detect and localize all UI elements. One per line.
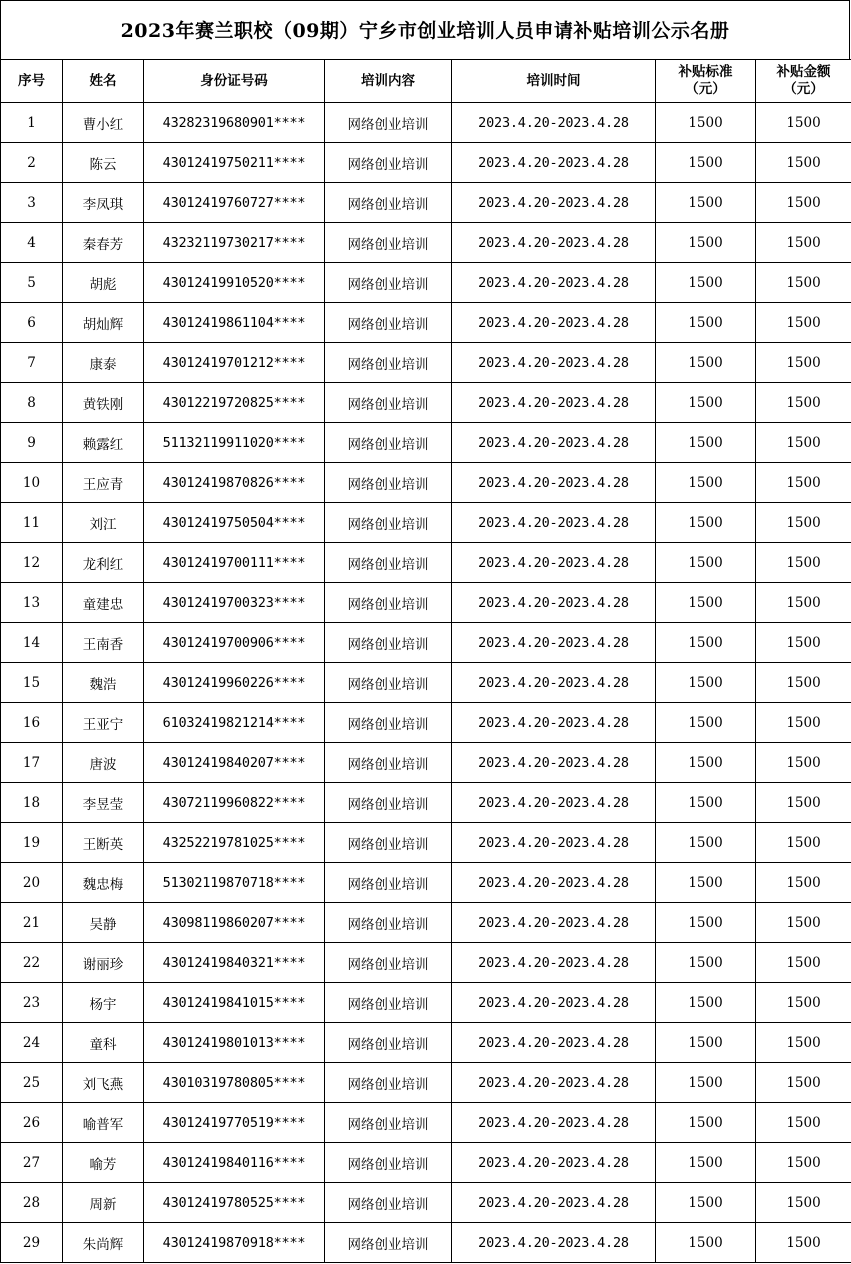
cell-name: 李昱莹 [63,783,144,823]
cell-subsidy-amount: 1500 [756,223,851,263]
cell-id-number: 43012419840116**** [144,1143,325,1183]
cell-subsidy-standard: 1500 [656,103,756,143]
cell-no: 7 [1,343,63,383]
table-row [1,863,851,903]
cell-name: 龙利红 [63,543,144,583]
header-content: 培训内容 [325,60,452,103]
cell-subsidy-standard: 1500 [656,743,756,783]
cell-subsidy-standard: 1500 [656,143,756,183]
cell-subsidy-standard: 1500 [656,943,756,983]
cell-subsidy-amount: 1500 [756,943,851,983]
cell-subsidy-standard: 1500 [656,1063,756,1103]
cell-no: 28 [1,1183,63,1223]
cell-training-content: 网络创业培训 [325,703,452,743]
table-row [1,1023,851,1063]
roster-body [1,103,851,1263]
cell-no: 8 [1,383,63,423]
cell-training-content: 网络创业培训 [325,463,452,503]
cell-id-number: 43282319680901**** [144,103,325,143]
cell-subsidy-amount: 1500 [756,1143,851,1183]
cell-training-time: 2023.4.20-2023.4.28 [452,303,656,343]
header-standard-line1: 补贴标准 [678,64,733,80]
cell-id-number: 43232119730217**** [144,223,325,263]
cell-training-time: 2023.4.20-2023.4.28 [452,1183,656,1223]
cell-id-number: 43012419700906**** [144,623,325,663]
cell-no: 20 [1,863,63,903]
table-row [1,623,851,663]
cell-id-number: 43012419960226**** [144,663,325,703]
cell-training-content: 网络创业培训 [325,183,452,223]
cell-training-time: 2023.4.20-2023.4.28 [452,1143,656,1183]
cell-subsidy-standard: 1500 [656,823,756,863]
table-row [1,103,851,143]
cell-subsidy-standard: 1500 [656,263,756,303]
cell-training-time: 2023.4.20-2023.4.28 [452,743,656,783]
header-time: 培训时间 [452,60,656,103]
cell-subsidy-amount: 1500 [756,1223,851,1263]
header-name: 姓名 [63,60,144,103]
cell-training-time: 2023.4.20-2023.4.28 [452,503,656,543]
cell-subsidy-amount: 1500 [756,903,851,943]
header-standard [656,60,756,103]
cell-no: 9 [1,423,63,463]
cell-training-time: 2023.4.20-2023.4.28 [452,863,656,903]
cell-no: 4 [1,223,63,263]
cell-subsidy-amount: 1500 [756,583,851,623]
cell-name: 王应青 [63,463,144,503]
cell-subsidy-standard: 1500 [656,303,756,343]
cell-subsidy-amount: 1500 [756,703,851,743]
cell-training-content: 网络创业培训 [325,1063,452,1103]
table-row [1,463,851,503]
cell-subsidy-standard: 1500 [656,583,756,623]
cell-no: 23 [1,983,63,1023]
cell-no: 15 [1,663,63,703]
cell-no: 11 [1,503,63,543]
cell-id-number: 43012419700323**** [144,583,325,623]
cell-training-content: 网络创业培训 [325,103,452,143]
cell-no: 19 [1,823,63,863]
cell-name: 王亚宁 [63,703,144,743]
cell-name: 刘江 [63,503,144,543]
cell-training-time: 2023.4.20-2023.4.28 [452,103,656,143]
table-row [1,903,851,943]
cell-name: 朱尚辉 [63,1223,144,1263]
cell-no: 22 [1,943,63,983]
subsidy-roster-table [0,59,851,1263]
cell-subsidy-standard: 1500 [656,863,756,903]
cell-name: 唐波 [63,743,144,783]
cell-subsidy-standard: 1500 [656,663,756,703]
cell-no: 5 [1,263,63,303]
cell-no: 17 [1,743,63,783]
cell-id-number: 61032419821214**** [144,703,325,743]
table-row [1,1103,851,1143]
cell-training-content: 网络创业培训 [325,863,452,903]
cell-training-time: 2023.4.20-2023.4.28 [452,783,656,823]
cell-training-time: 2023.4.20-2023.4.28 [452,823,656,863]
table-row [1,1223,851,1263]
cell-id-number: 43012419910520**** [144,263,325,303]
cell-subsidy-amount: 1500 [756,103,851,143]
cell-subsidy-amount: 1500 [756,263,851,303]
cell-subsidy-amount: 1500 [756,463,851,503]
cell-training-content: 网络创业培训 [325,423,452,463]
cell-name: 胡彪 [63,263,144,303]
cell-training-content: 网络创业培训 [325,623,452,663]
cell-training-time: 2023.4.20-2023.4.28 [452,1063,656,1103]
cell-training-time: 2023.4.20-2023.4.28 [452,1023,656,1063]
cell-name: 童建忠 [63,583,144,623]
cell-no: 2 [1,143,63,183]
cell-training-content: 网络创业培训 [325,263,452,303]
cell-name: 喻芳 [63,1143,144,1183]
cell-subsidy-standard: 1500 [656,223,756,263]
table-row [1,663,851,703]
cell-no: 18 [1,783,63,823]
cell-training-time: 2023.4.20-2023.4.28 [452,543,656,583]
cell-no: 24 [1,1023,63,1063]
table-row [1,823,851,863]
cell-name: 吴静 [63,903,144,943]
table-row [1,983,851,1023]
cell-subsidy-standard: 1500 [656,1223,756,1263]
cell-id-number: 43252219781025**** [144,823,325,863]
cell-id-number: 43012219720825**** [144,383,325,423]
cell-training-content: 网络创业培训 [325,983,452,1023]
cell-subsidy-amount: 1500 [756,783,851,823]
cell-name: 周新 [63,1183,144,1223]
cell-training-time: 2023.4.20-2023.4.28 [452,383,656,423]
cell-subsidy-amount: 1500 [756,1103,851,1143]
cell-subsidy-standard: 1500 [656,423,756,463]
cell-training-time: 2023.4.20-2023.4.28 [452,983,656,1023]
cell-subsidy-amount: 1500 [756,503,851,543]
cell-no: 10 [1,463,63,503]
cell-no: 12 [1,543,63,583]
header-row [1,60,851,103]
cell-name: 喻普军 [63,1103,144,1143]
cell-training-time: 2023.4.20-2023.4.28 [452,183,656,223]
header-amount-line2: （元） [783,81,824,97]
cell-subsidy-standard: 1500 [656,1023,756,1063]
cell-name: 刘飞燕 [63,1063,144,1103]
cell-subsidy-amount: 1500 [756,1063,851,1103]
cell-training-content: 网络创业培训 [325,783,452,823]
cell-no: 1 [1,103,63,143]
document-title: 2023年赛兰职校（09期）宁乡市创业培训人员申请补贴培训公示名册 [0,0,850,60]
cell-training-time: 2023.4.20-2023.4.28 [452,263,656,303]
cell-id-number: 51132119911020**** [144,423,325,463]
cell-subsidy-standard: 1500 [656,1183,756,1223]
cell-training-content: 网络创业培训 [325,143,452,183]
cell-training-content: 网络创业培训 [325,663,452,703]
cell-name: 康泰 [63,343,144,383]
cell-subsidy-amount: 1500 [756,1023,851,1063]
cell-subsidy-amount: 1500 [756,863,851,903]
cell-subsidy-standard: 1500 [656,343,756,383]
cell-subsidy-standard: 1500 [656,903,756,943]
table-row [1,263,851,303]
table-row [1,223,851,263]
cell-subsidy-standard: 1500 [656,383,756,423]
header-amount [756,60,851,103]
table-row [1,943,851,983]
cell-subsidy-standard: 1500 [656,1143,756,1183]
cell-training-content: 网络创业培训 [325,503,452,543]
cell-subsidy-amount: 1500 [756,383,851,423]
cell-name: 秦春芳 [63,223,144,263]
cell-subsidy-standard: 1500 [656,703,756,743]
cell-id-number: 43012419770519**** [144,1103,325,1143]
cell-name: 李凤琪 [63,183,144,223]
cell-subsidy-amount: 1500 [756,543,851,583]
table-row [1,343,851,383]
cell-id-number: 43012419841015**** [144,983,325,1023]
cell-name: 杨宇 [63,983,144,1023]
cell-training-content: 网络创业培训 [325,303,452,343]
cell-id-number: 43012419801013**** [144,1023,325,1063]
cell-training-content: 网络创业培训 [325,1143,452,1183]
cell-id-number: 43012419701212**** [144,343,325,383]
cell-training-time: 2023.4.20-2023.4.28 [452,903,656,943]
cell-subsidy-standard: 1500 [656,623,756,663]
cell-subsidy-amount: 1500 [756,423,851,463]
table-row [1,783,851,823]
cell-training-content: 网络创业培训 [325,383,452,423]
cell-subsidy-amount: 1500 [756,663,851,703]
table-row [1,743,851,783]
cell-training-content: 网络创业培训 [325,343,452,383]
cell-subsidy-standard: 1500 [656,783,756,823]
table-row [1,503,851,543]
cell-subsidy-amount: 1500 [756,743,851,783]
cell-training-content: 网络创业培训 [325,543,452,583]
header-id: 身份证号码 [144,60,325,103]
cell-id-number: 43012419760727**** [144,183,325,223]
cell-no: 16 [1,703,63,743]
cell-no: 21 [1,903,63,943]
cell-id-number: 43012419700111**** [144,543,325,583]
table-row [1,543,851,583]
cell-name: 黄铁刚 [63,383,144,423]
cell-training-time: 2023.4.20-2023.4.28 [452,463,656,503]
cell-subsidy-standard: 1500 [656,543,756,583]
cell-training-content: 网络创业培训 [325,1223,452,1263]
cell-no: 26 [1,1103,63,1143]
cell-subsidy-amount: 1500 [756,183,851,223]
cell-name: 魏忠梅 [63,863,144,903]
header-no: 序号 [1,60,63,103]
cell-id-number: 43012419780525**** [144,1183,325,1223]
cell-id-number: 43012419840321**** [144,943,325,983]
cell-no: 25 [1,1063,63,1103]
cell-training-time: 2023.4.20-2023.4.28 [452,343,656,383]
cell-name: 魏浩 [63,663,144,703]
cell-subsidy-amount: 1500 [756,983,851,1023]
cell-id-number: 43012419750504**** [144,503,325,543]
table-row [1,303,851,343]
table-row [1,703,851,743]
header-amount-line1: 补贴金额 [776,64,831,80]
cell-training-content: 网络创业培训 [325,743,452,783]
cell-subsidy-standard: 1500 [656,183,756,223]
table-row [1,1143,851,1183]
cell-subsidy-amount: 1500 [756,143,851,183]
cell-id-number: 51302119870718**** [144,863,325,903]
cell-training-content: 网络创业培训 [325,583,452,623]
cell-subsidy-standard: 1500 [656,1103,756,1143]
cell-subsidy-amount: 1500 [756,623,851,663]
cell-training-time: 2023.4.20-2023.4.28 [452,223,656,263]
cell-training-time: 2023.4.20-2023.4.28 [452,143,656,183]
cell-training-time: 2023.4.20-2023.4.28 [452,663,656,703]
cell-id-number: 43012419840207**** [144,743,325,783]
cell-training-time: 2023.4.20-2023.4.28 [452,1223,656,1263]
table-row [1,1063,851,1103]
cell-no: 14 [1,623,63,663]
table-row [1,583,851,623]
cell-subsidy-standard: 1500 [656,463,756,503]
header-standard-line2: （元） [685,81,726,97]
cell-subsidy-standard: 1500 [656,983,756,1023]
cell-subsidy-amount: 1500 [756,823,851,863]
cell-subsidy-amount: 1500 [756,1183,851,1223]
cell-training-content: 网络创业培训 [325,823,452,863]
cell-id-number: 43072119960822**** [144,783,325,823]
cell-training-time: 2023.4.20-2023.4.28 [452,703,656,743]
cell-training-content: 网络创业培训 [325,1023,452,1063]
cell-subsidy-standard: 1500 [656,503,756,543]
cell-training-content: 网络创业培训 [325,943,452,983]
cell-training-time: 2023.4.20-2023.4.28 [452,423,656,463]
cell-id-number: 43098119860207**** [144,903,325,943]
cell-name: 赖露红 [63,423,144,463]
cell-name: 王断英 [63,823,144,863]
cell-no: 27 [1,1143,63,1183]
cell-no: 13 [1,583,63,623]
cell-subsidy-amount: 1500 [756,303,851,343]
cell-name: 陈云 [63,143,144,183]
cell-id-number: 43012419870918**** [144,1223,325,1263]
table-row [1,143,851,183]
cell-training-content: 网络创业培训 [325,223,452,263]
cell-training-time: 2023.4.20-2023.4.28 [452,943,656,983]
cell-training-time: 2023.4.20-2023.4.28 [452,583,656,623]
cell-name: 谢丽珍 [63,943,144,983]
cell-name: 童科 [63,1023,144,1063]
cell-subsidy-amount: 1500 [756,343,851,383]
cell-id-number: 43010319780805**** [144,1063,325,1103]
table-row [1,383,851,423]
cell-name: 王南香 [63,623,144,663]
cell-no: 3 [1,183,63,223]
cell-name: 胡灿辉 [63,303,144,343]
cell-training-content: 网络创业培训 [325,1183,452,1223]
cell-id-number: 43012419861104**** [144,303,325,343]
cell-training-time: 2023.4.20-2023.4.28 [452,623,656,663]
cell-id-number: 43012419870826**** [144,463,325,503]
table-row [1,423,851,463]
cell-training-content: 网络创业培训 [325,1103,452,1143]
cell-training-content: 网络创业培训 [325,903,452,943]
table-row [1,1183,851,1223]
table-row [1,183,851,223]
cell-no: 6 [1,303,63,343]
cell-no: 29 [1,1223,63,1263]
cell-training-time: 2023.4.20-2023.4.28 [452,1103,656,1143]
cell-name: 曹小红 [63,103,144,143]
cell-id-number: 43012419750211**** [144,143,325,183]
